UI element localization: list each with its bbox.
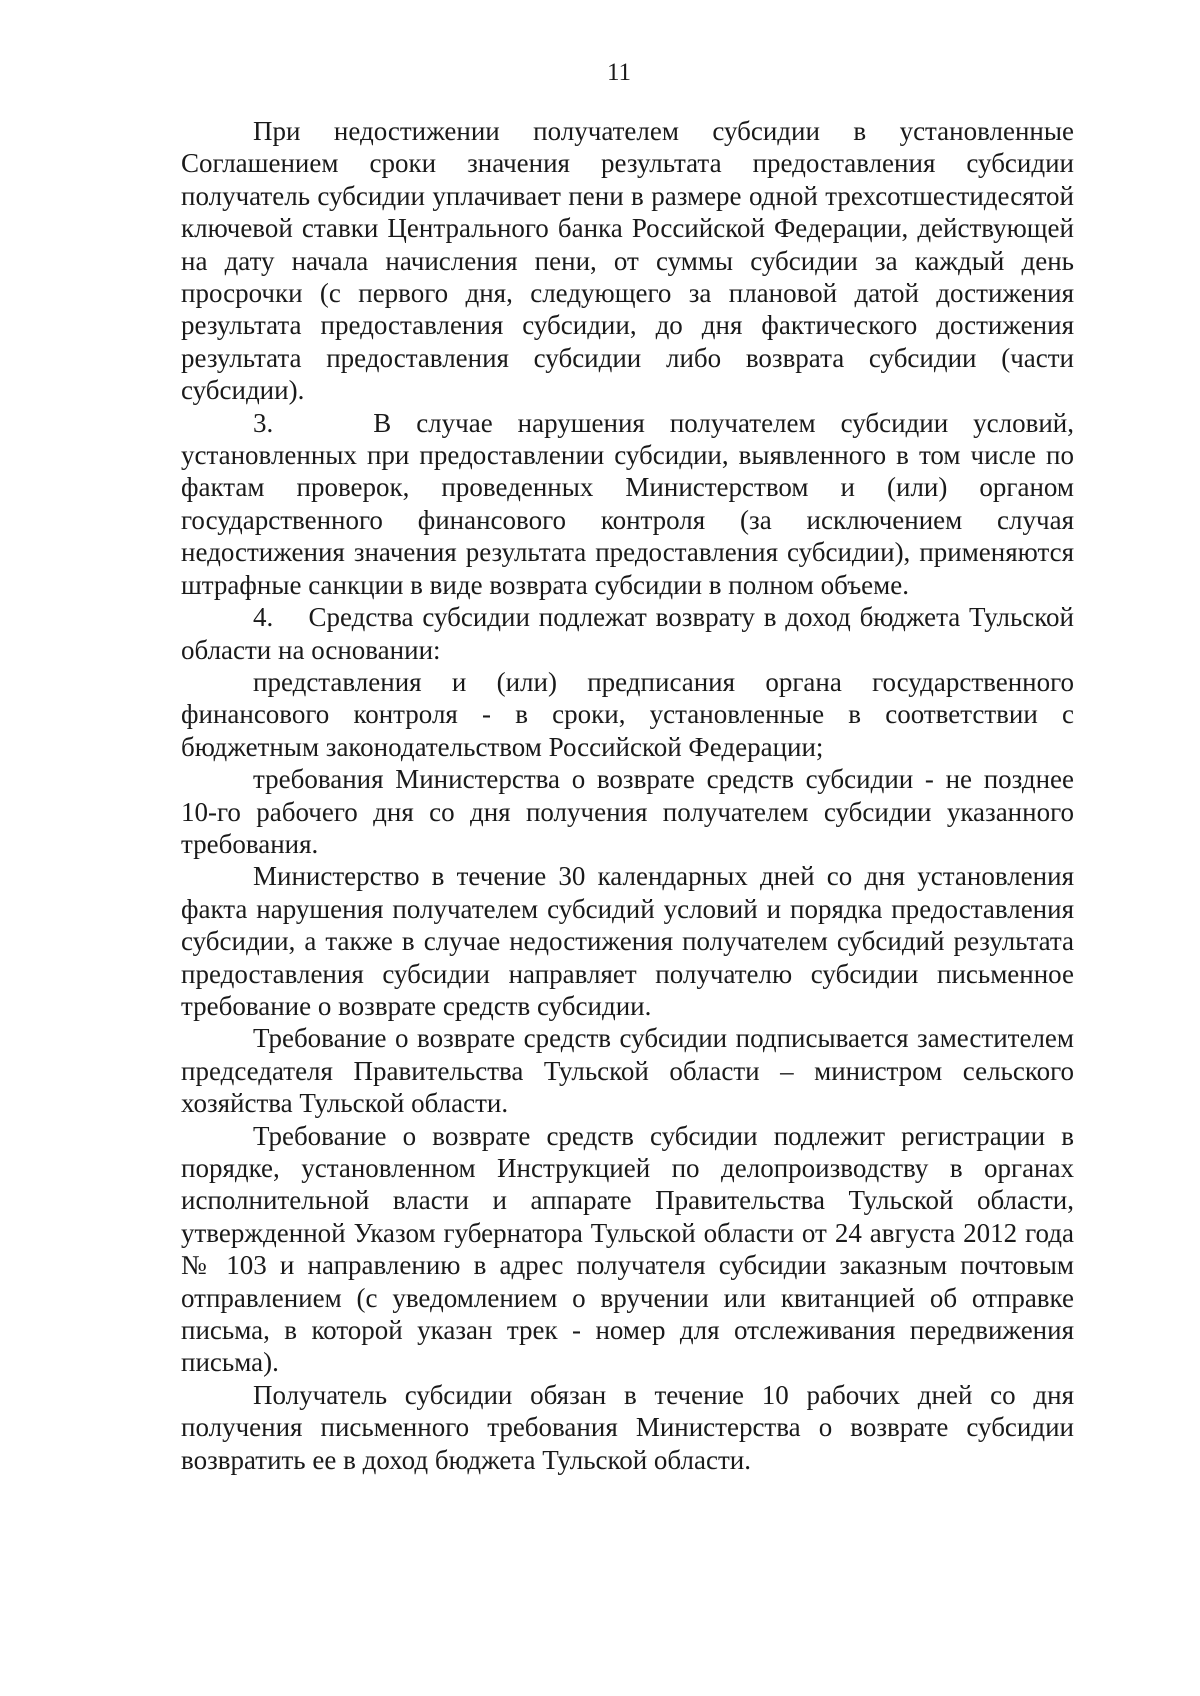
paragraph-ministry-demand: требования Министерства о возврате средств субсидии - не позднее 10-го рабочего дня со дня получения получателем субсидии указанного требования.: [181, 764, 1074, 859]
paragraph-demand-signature: Требование о возврате средств субсидии подписывается заместителем председателя Правительства Тульской области – министром сельского хозяйства Тульской области.: [181, 1023, 1074, 1119]
paragraph-item-4: 4. Средства субсидии подлежат возврату в доход бюджета Тульской области на основании:: [181, 602, 1074, 665]
paragraph-demand-registration: Требование о возврате средств субсидии подлежит регистрации в порядке, установленном Инструкцией по делопроизводству в органах исполнительной власти и аппарате Правительства Тульской области, утвержденной Указом губернатора Тульской области от 24 августа 2012 года № 103 и направлению в адрес получателя субсидии заказным почтовым отправлением (с уведомлением о вручении или квитанцией об отправке письма, в которой указан трек - номер для отслеживания передвижения письма).: [181, 1120, 1074, 1378]
paragraph-penalty: При недостижении получателем субсидии в установленные Соглашением сроки значения результата предоставления субсидии получатель субсидии уплачивает пени в размере одной трехсотшестидесятой ключевой ставки Центрального банка Российской Федерации, действующей на дату начала начисления пени, от суммы субсидии за каждый день просрочки (с первого дня, следующего за плановой датой достижения результата предоставления субсидии, до дня фактического достижения результата предоставления субсидии либо возврата субсидии (части субсидии).: [181, 116, 1074, 406]
paragraph-control-order: представления и (или) предписания органа государственного финансового контроля - в сроки, установленные в соответствии с бюджетным законодательством Российской Федерации;: [181, 666, 1074, 762]
paragraph-ministry-30-days: Министерство в течение 30 календарных дней со дня установления факта нарушения получателем субсидий условий и порядка предоставления субсидии, а также в случае недостижения получателем субсидий результата предоставления субсидии направляет получателю субсидии письменное требование о возврате средств субсидии.: [181, 861, 1074, 1021]
page-number: 11: [606, 59, 632, 86]
paragraph-item-3: 3. В случае нарушения получателем субсидии условий, установленных при предоставлении субсидии, выявленного в том числе по фактам проверок, проведенных Министерством и (или) органом государственного финансового контроля (за исключением случая недостижения значения результата предоставления субсидии), применяются штрафные санкции в виде возврата субсидии в полном объеме.: [181, 407, 1074, 600]
paragraph-recipient-obligation: Получатель субсидии обязан в течение 10 рабочих дней со дня получения письменного требования Министерства о возврате субсидии возвратить ее в доход бюджета Тульской области.: [181, 1379, 1074, 1475]
document-body: [181, 115, 1074, 1476]
